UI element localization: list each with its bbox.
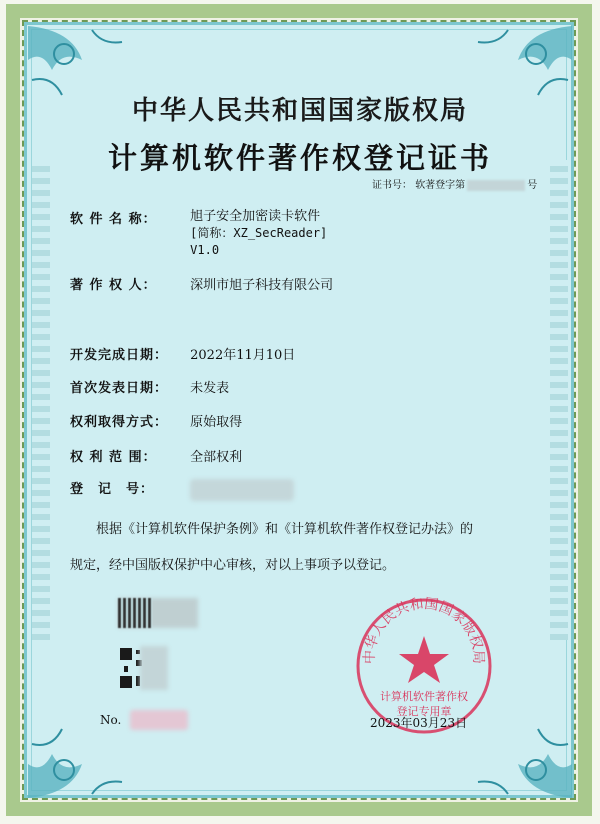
completion-date-value: 2022年11月10日	[190, 348, 296, 363]
registration-row	[70, 478, 294, 501]
side-ornament	[32, 160, 50, 640]
side-ornament	[550, 160, 568, 640]
scope-label: 权 利 范 围：	[70, 450, 157, 465]
publish-date-value: 未发表	[190, 381, 230, 396]
software-name-value	[190, 208, 327, 259]
completion-date-label: 开发完成日期：	[70, 348, 169, 363]
barcode-icon	[118, 598, 152, 628]
software-name-row	[70, 208, 327, 259]
legal-text-line-1: 根据《计算机软件保护条例》和《计算机软件著作权登记办法》的	[96, 522, 474, 537]
publish-date-label: 首次发表日期：	[70, 381, 169, 396]
issue-date: 2023年03月23日	[370, 716, 468, 730]
owner-row	[70, 274, 333, 293]
registration-label: 登 记 号：	[70, 482, 155, 497]
seal-inner-line-1: 计算机软件著作权	[380, 690, 468, 703]
redacted-number	[467, 180, 525, 191]
serial-no-label: No.	[100, 713, 122, 727]
software-name-label: 软 件 名 称：	[70, 212, 157, 227]
authority-title: 中华人民共和国国家版权局	[131, 96, 468, 126]
seal-star-icon	[399, 636, 449, 683]
redacted-registration-number	[190, 479, 294, 501]
seal-inner-line-2: 登记专用章	[396, 705, 452, 718]
owner-label: 著 作 权 人：	[70, 278, 157, 293]
publish-date-row	[70, 377, 229, 396]
cert-no-suffix: 号	[527, 180, 538, 191]
cert-no-label: 证书号：	[372, 180, 412, 191]
acquisition-row	[70, 411, 242, 430]
software-name: 旭子安全加密读卡软件	[190, 209, 321, 224]
seal-ring-text: 中华人民共和国国家版权局	[361, 596, 487, 665]
legal-text-line-2: 规定，经中国版权保护中心审核，对以上事项予以登记。	[70, 558, 396, 573]
scope-row	[70, 446, 242, 465]
qr-code-redacted	[140, 646, 168, 690]
software-version: V1.0	[190, 243, 220, 257]
acquisition-value: 原始取得	[190, 415, 243, 430]
serial-no	[100, 713, 121, 727]
certificate-number	[372, 176, 537, 191]
acquisition-label: 权利取得方式：	[70, 415, 169, 430]
certificate-title: 计算机软件著作权登记证书	[107, 141, 492, 175]
scope-value: 全部权利	[190, 450, 243, 465]
completion-date-row	[70, 344, 295, 363]
owner-value: 深圳市旭子科技有限公司	[190, 278, 334, 293]
software-short-name: [简称：XZ_SecReader]	[190, 226, 328, 240]
redacted-serial-number	[130, 710, 188, 730]
cert-no-prefix: 软著登字第	[415, 180, 466, 191]
corner-ornament-icon	[22, 714, 132, 804]
